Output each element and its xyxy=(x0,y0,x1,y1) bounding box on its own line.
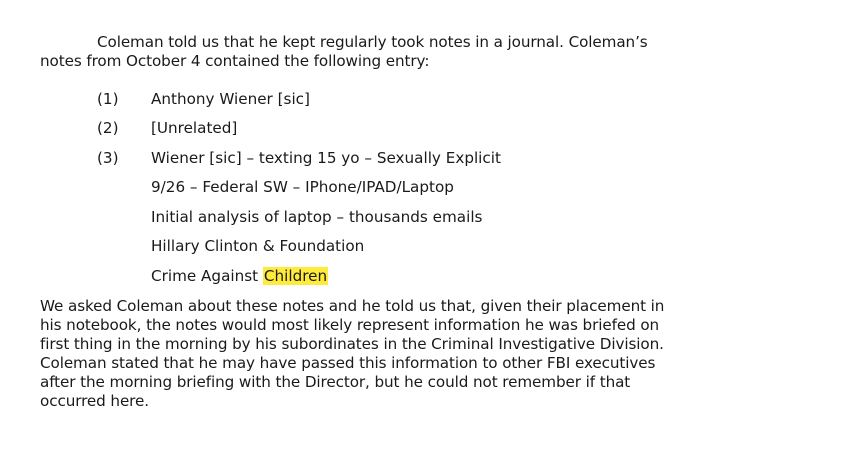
intro-line-2: notes from October 4 contained the following entry: xyxy=(40,52,430,70)
clipped-text-fragment xyxy=(98,456,238,468)
list-item-number: (2) xyxy=(97,119,119,137)
intro-line-1: Coleman told us that he kept regularly took notes in a journal. Coleman’s xyxy=(97,33,648,51)
list-item-text: Hillary Clinton & Foundation xyxy=(151,237,365,255)
list-item-text: Wiener [sic] – texting 15 yo – Sexually Explicit xyxy=(151,149,501,167)
list-item-text: 9/26 – Federal SW – IPhone/IPAD/Laptop xyxy=(151,178,454,196)
body-line: occurred here. xyxy=(40,392,149,410)
list-item-text: Initial analysis of laptop – thousands emails xyxy=(151,208,483,226)
highlighted-word: Children xyxy=(263,267,328,285)
body-line: after the morning briefing with the Director, but he could not remember if that xyxy=(40,373,631,391)
body-line: first thing in the morning by his subordinates in the Criminal Investigative Division. xyxy=(40,335,664,353)
list-item-text: [Unrelated] xyxy=(151,119,238,137)
list-item-text xyxy=(151,266,328,286)
body-line: We asked Coleman about these notes and he told us that, given their placement in xyxy=(40,297,665,315)
body-line: his notebook, the notes would most likely represent information he was briefed on xyxy=(40,316,660,334)
list-item-text: Anthony Wiener [sic] xyxy=(151,90,310,108)
list-item-text-plain: Crime Against xyxy=(151,267,263,285)
list-item-number: (1) xyxy=(97,90,119,108)
body-line: Coleman stated that he may have passed this information to other FBI executives xyxy=(40,354,656,372)
list-item-number: (3) xyxy=(97,149,119,167)
